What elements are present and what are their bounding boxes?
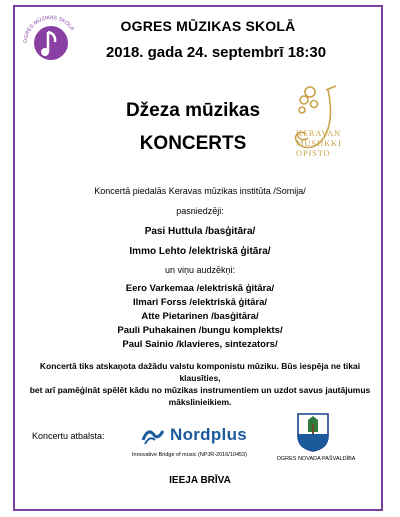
- ogre-crest-icon: [296, 412, 330, 452]
- nordplus-project: Innovative Bridge of music (NPJR-2016/10453): [132, 452, 247, 458]
- intro-text: Koncertā piedalās Keravas mūzikas institūta /Somija/: [94, 186, 306, 196]
- support-label: Koncertu atbalsta:: [32, 431, 105, 441]
- nordplus-wave-icon: [140, 425, 166, 447]
- teacher-2: Immo Lehto /elektriskā ģitāra/: [129, 246, 271, 257]
- teachers-label: pasniedzēji:: [176, 206, 224, 216]
- student-1: Eero Varkemaa /elektriskā ģitāra/: [125, 283, 275, 294]
- student-4: Pauli Puhakainen /bungu komplekts/: [117, 325, 283, 336]
- school-logo-icon: [20, 12, 82, 74]
- school-name: OGRES MŪZIKAS SKOLĀ: [120, 18, 296, 34]
- student-5: Paul Sainio /klavieres, sintezators/: [122, 339, 278, 350]
- description-paragraph: Koncertā tiks atskaņota dažādu valstu komponistu mūziku. Būs iespēja ne tikai klausīties, bet arī pamēģināt spēlēt kādu no mūzikas instrumentiem un uzdot savus jautājumus mākslinieikiem.: [29, 361, 371, 407]
- event-date: 2018. gada 24. septembrī 18:30: [105, 44, 327, 61]
- students-label: un viņu audzēkņi:: [164, 265, 236, 275]
- entry-free: IEEJA BRĪVA: [169, 475, 231, 486]
- nordplus-logo-text: Nordplus: [170, 425, 248, 444]
- teacher-1: Pasi Huttula /basģitāra/: [144, 226, 256, 237]
- title-line-1: Džeza mūzikas: [125, 100, 261, 121]
- municipality-name: OGRES NOVADA PAŠVALDĪBA: [276, 456, 356, 462]
- keravan-logo-text: KERAVAN MUSIIKKI OPISTO: [296, 128, 342, 158]
- student-2: Ilmari Forss /elektriskā ģitāra/: [132, 297, 268, 308]
- student-3: Atte Pietarinen /basģitāra/: [141, 311, 259, 322]
- title-line-2: KONCERTS: [139, 133, 247, 154]
- logo-ring-text: OGRES MŪZIKAS SKOLA: [22, 14, 75, 44]
